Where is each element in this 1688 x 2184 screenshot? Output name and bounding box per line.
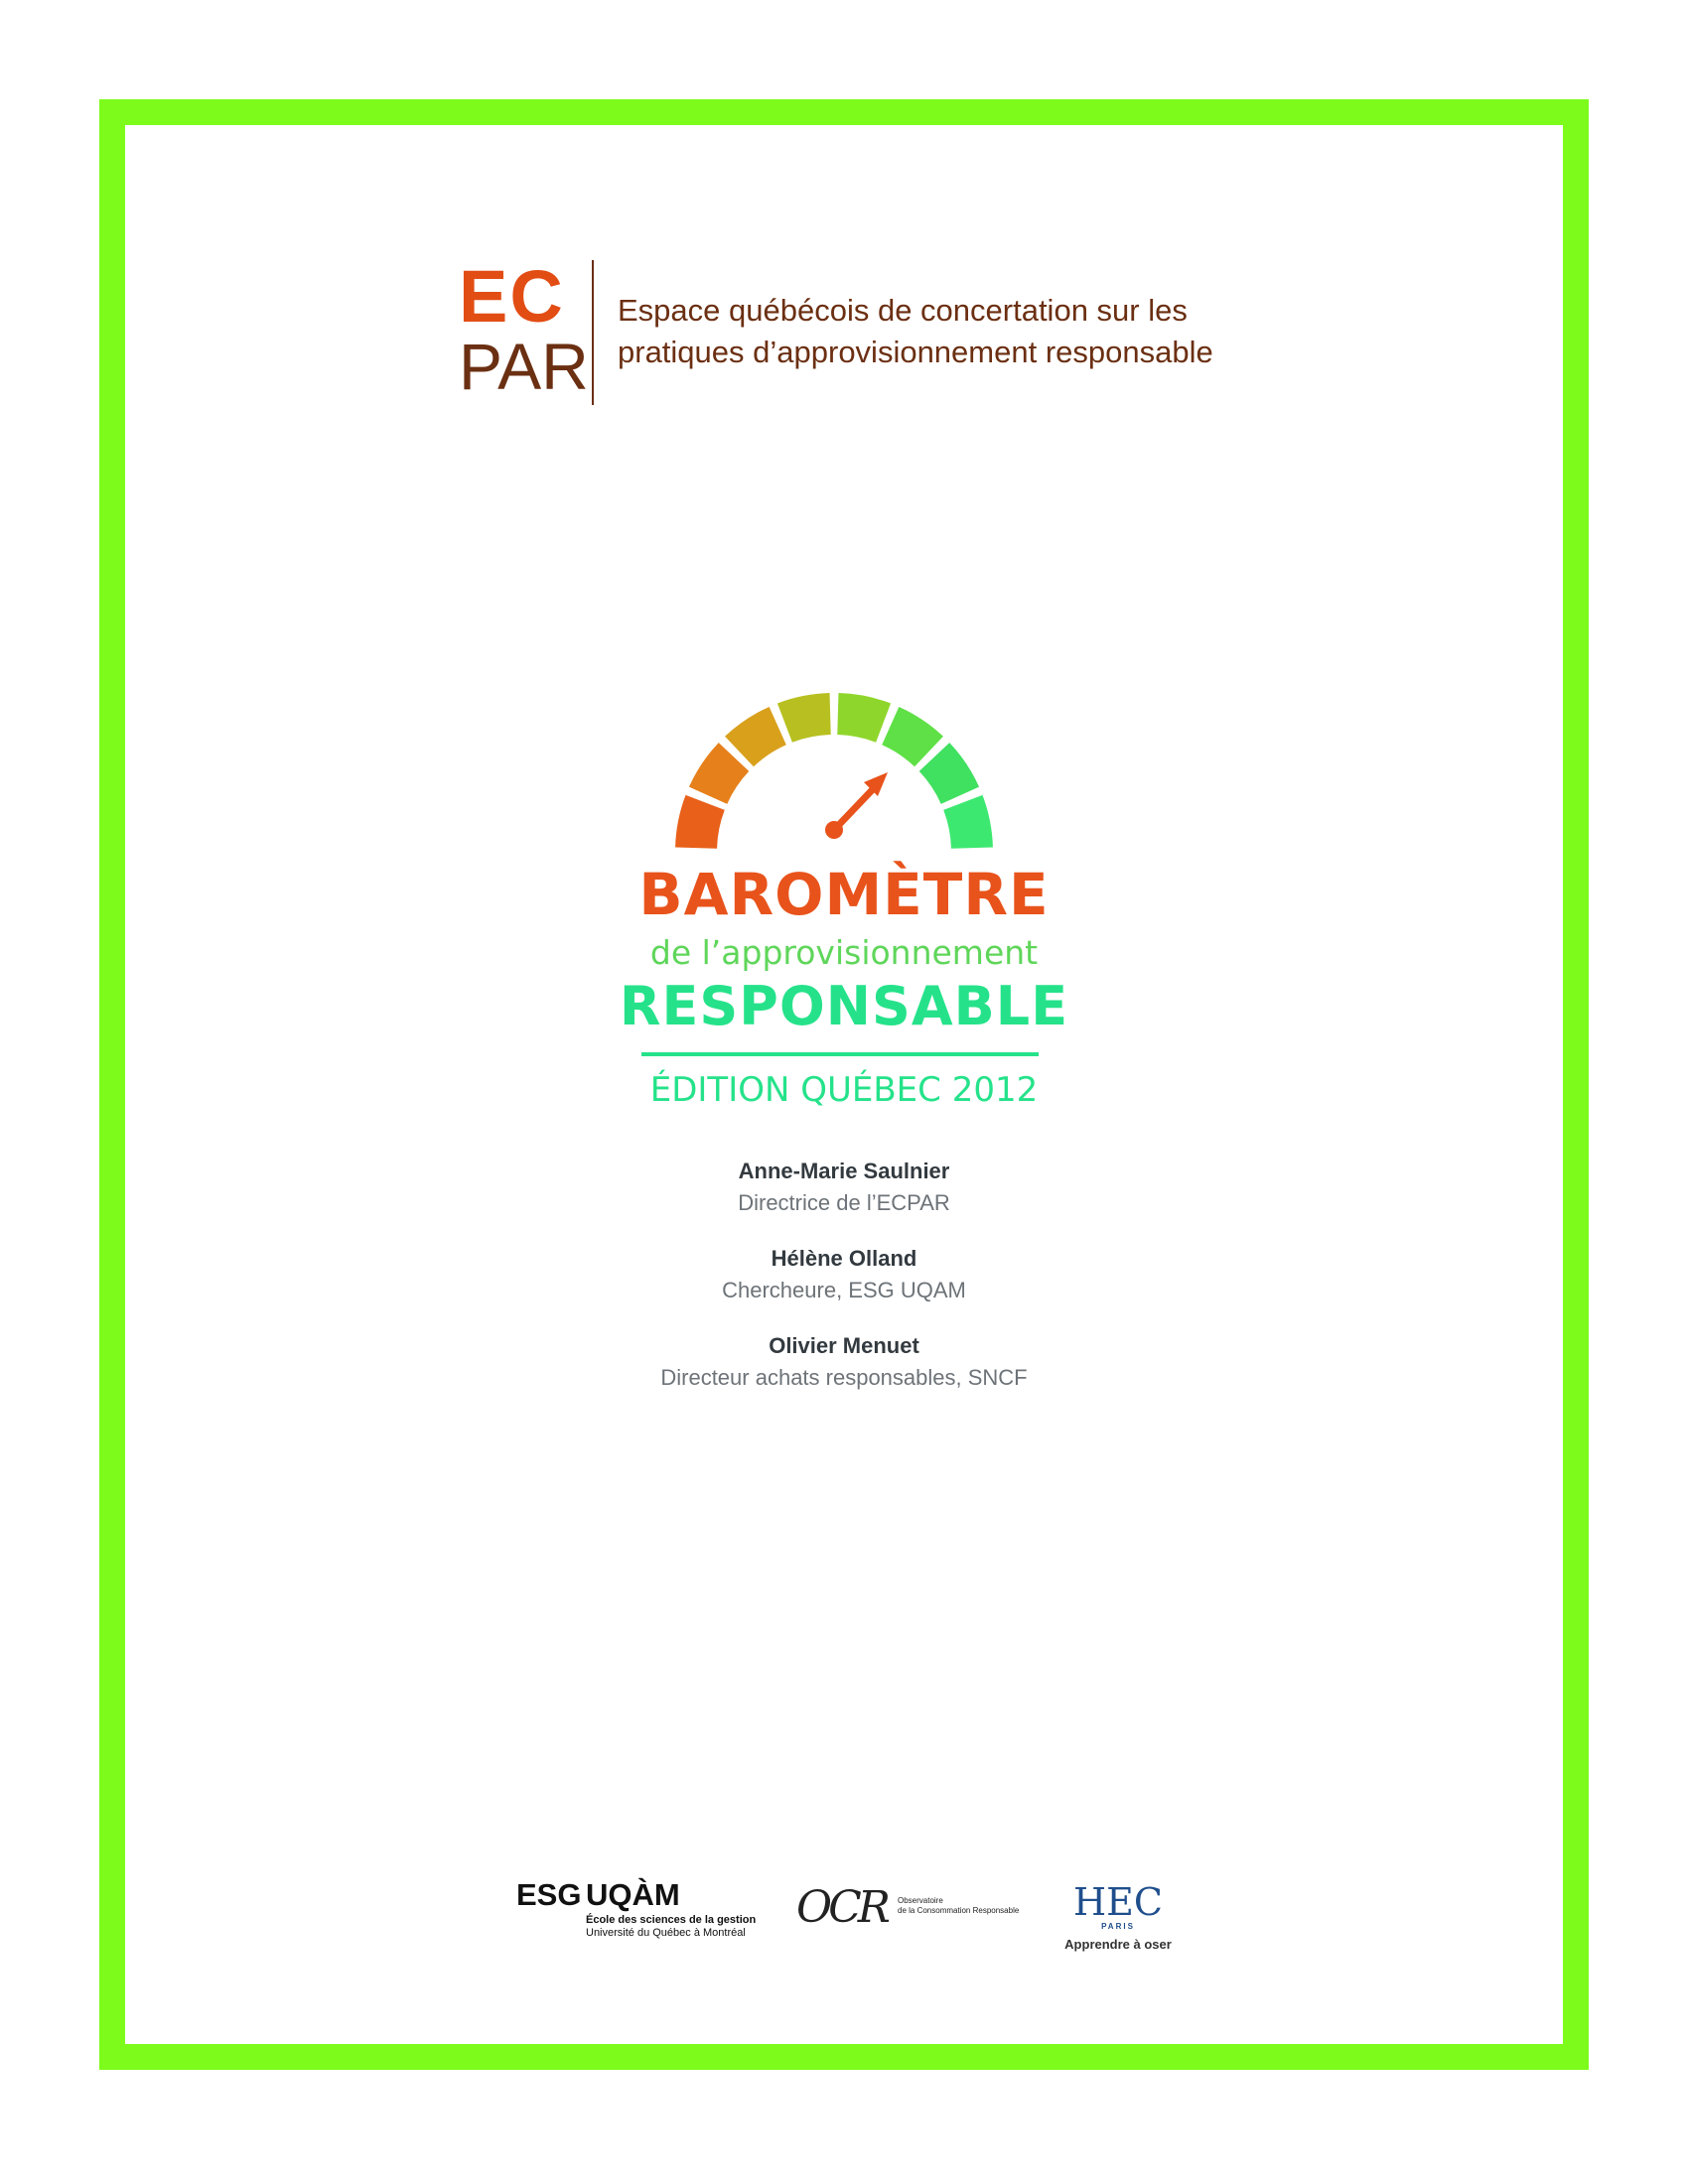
ecpar-logo-ec: EC: [459, 255, 565, 338]
gauge-segment: [675, 795, 725, 849]
esg-logo-line2: Université du Québec à Montréal: [586, 1927, 746, 1939]
ecpar-logo: [459, 255, 589, 409]
title-divider: [641, 1052, 1039, 1056]
author-name: Olivier Menuet: [769, 1333, 919, 1358]
author-role: Chercheure, ESG UQAM: [722, 1278, 966, 1302]
ecpar-tagline-line2: pratiques d’approvisionnement responsable: [618, 335, 1213, 369]
ecpar-logo-par: PAR: [459, 330, 589, 403]
ocr-logo-line1: Observatoire: [898, 1896, 943, 1905]
esg-uqam-logo: [516, 1878, 774, 1948]
author-entry: [546, 1156, 1142, 1219]
hec-logo-tagline: Apprendre à oser: [1064, 1937, 1172, 1952]
gauge-segment: [777, 693, 831, 743]
barometer-gauge-icon: [675, 685, 1013, 854]
gauge-segment: [837, 693, 891, 743]
ecpar-tagline: [618, 290, 1313, 373]
hec-logo-mark: HEC: [1073, 1880, 1163, 1924]
ocr-logo: [796, 1884, 1025, 1944]
edition-label: ÉDITION QUÉBEC 2012: [649, 1070, 1039, 1110]
ocr-logo-line2: de la Consommation Responsable: [898, 1906, 1020, 1915]
author-name: Hélène Olland: [771, 1246, 917, 1271]
gauge-segment: [943, 795, 993, 849]
ocr-logo-mark: OCR: [796, 1882, 887, 1933]
hec-paris-logo: [1058, 1882, 1178, 1962]
author-role: Directeur achats responsables, SNCF: [660, 1365, 1028, 1390]
authors-list: [546, 1156, 1142, 1418]
ecpar-divider: [592, 260, 594, 405]
esg-logo-uqam: UQÀM: [586, 1877, 680, 1912]
barometre-responsable: RESPONSABLE: [619, 975, 1069, 1037]
author-entry: [546, 1330, 1142, 1394]
author-entry: [546, 1243, 1142, 1306]
author-name: Anne-Marie Saulnier: [738, 1159, 950, 1183]
ecpar-tagline-line1: Espace québécois de concertation sur les: [618, 293, 1188, 328]
barometre-title: BAROMÈTRE: [638, 861, 1050, 928]
barometre-subtitle: de l’approvisionnement: [649, 933, 1039, 972]
author-role: Directrice de l’ECPAR: [738, 1190, 950, 1215]
hec-logo-paris: PARIS: [1101, 1922, 1135, 1931]
esg-logo-esg: ESG: [516, 1877, 582, 1912]
esg-logo-line1: École des sciences de la gestion: [586, 1914, 757, 1926]
